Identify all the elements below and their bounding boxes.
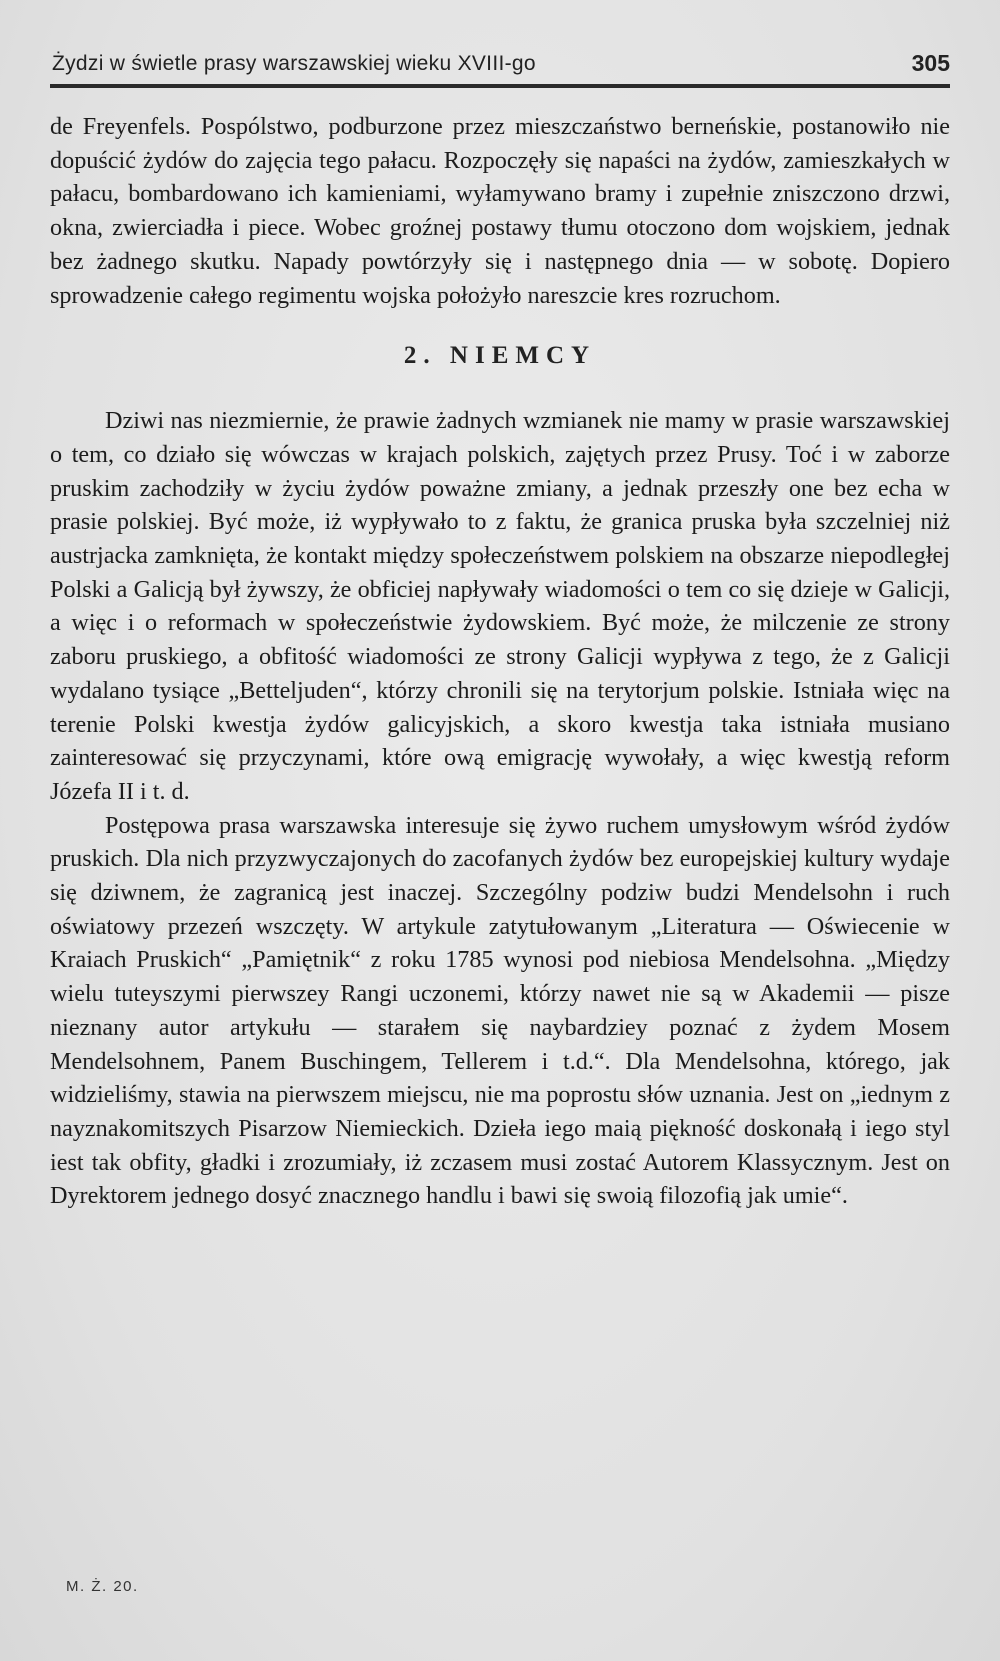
section-heading: 2. NIEMCY xyxy=(403,342,597,370)
printer-signature: M. Ż. 20. xyxy=(66,1578,139,1595)
running-header xyxy=(50,40,950,88)
page-number: 305 xyxy=(911,50,950,76)
running-title: Żydzi w świetle prasy warszawskiej wieku XVIII-go xyxy=(52,52,536,75)
paragraph-prussia-press: Dziwi nas niezmiernie, że prawie żadnych wzmianek nie mamy w prasie warszawskiej o tem, co działo się wówczas w krajach polskich, zajętych przez Prusy. Toć i w zaborze pruskim zachodziły w życiu żydów poważne zmiany, a jednak przeszły one bez echa w prasie polskiej. Być może, iż wypływało to z faktu, że granica pruska była szczelniej niż austrjacka zamknięta, że kontakt między społeczeństwem polskiem na obszarze niepodległej Polski a Galicją był żywszy, że obficiej napływały wiadomości o tem co się dzieje w Galicji, a więc i o reformach w społeczeństwie żydowskiem. Być może, że milczenie ze strony zaboru pruskiego, a obfitość wiadomości ze strony Galicji wypływa z tego, że z Galicji wydalano tysiące „Betteljuden“, którzy chronili się na terytorjum polskie. Istniała więc na terenie Polski kwestja żydów galicyjskich, a skoro kwestja taka istniała musiano zainteresować się przyczynami, które ową emigrację wywołały, a więc kwestją reform Józefa II i t. d. xyxy=(50,407,950,805)
page-body xyxy=(50,110,950,1213)
paragraph-continuation: de Freyenfels. Pospólstwo, podburzone przez mieszczaństwo berneńskie, postanowiło nie dopuścić żydów do zajęcia tego pałacu. Rozpoczęły się napaści na żydów, zamieszkałych w pałacu, bombardowano ich kamieniami, wyłamywano bramy i zupełnie zniszczono drzwi, okna, zwierciadła i piece. Wobec groźnej postawy tłumu otoczono dom wojskiem, jednak bez żadnego skutku. Napady powtórzyły się i następnego dnia — w sobotę. Dopiero sprowadzenie całego regimentu wojska położyło nareszcie kres rozruchom. xyxy=(50,113,950,309)
book-page xyxy=(50,40,950,1640)
paragraph-mendelsohn: Postępowa prasa warszawska interesuje się żywo ruchem umysłowym wśród żydów pruskich. Dla nich przyzwyczajonych do zacofanych żydów bez europejskiej kultury wydaje się dziwnem, że zagranicą jest inaczej. Szczególny podziw budzi Mendelsohn i ruch oświatowy przezeń wszczęty. W artykule zatytułowanym „Literatura — Oświecenie w Kraiach Pruskich“ „Pamiętnik“ z roku 1785 wynosi pod niebiosa Mendelsohna. „Między wielu tuteyszymi pierwszey Rangi uczonemi, którzy nawet nie są w Akademii — pisze nieznany autor artykułu — starałem się naybardziey poznać z żydem Mosem Mendelsohnem, Panem Buschingem, Tellerem i t.d.“. Dla Mendelsohna, którego, jak widzieliśmy, stawia na pierwszem miejscu, nie ma poprostu słów uznania. Jest on „iednym z nayznakomitszych Pisarzow Niemieckich. Dzieła iego maią piękność doskonałą i iego styl iest tak obfity, gładki i zrozumiały, iż zczasem musi zostać Autorem Klassycznym. Jest on Dyrektorem jednego dosyć znacznego handlu i bawi się swoią filozofią jak umie“. xyxy=(50,811,950,1210)
